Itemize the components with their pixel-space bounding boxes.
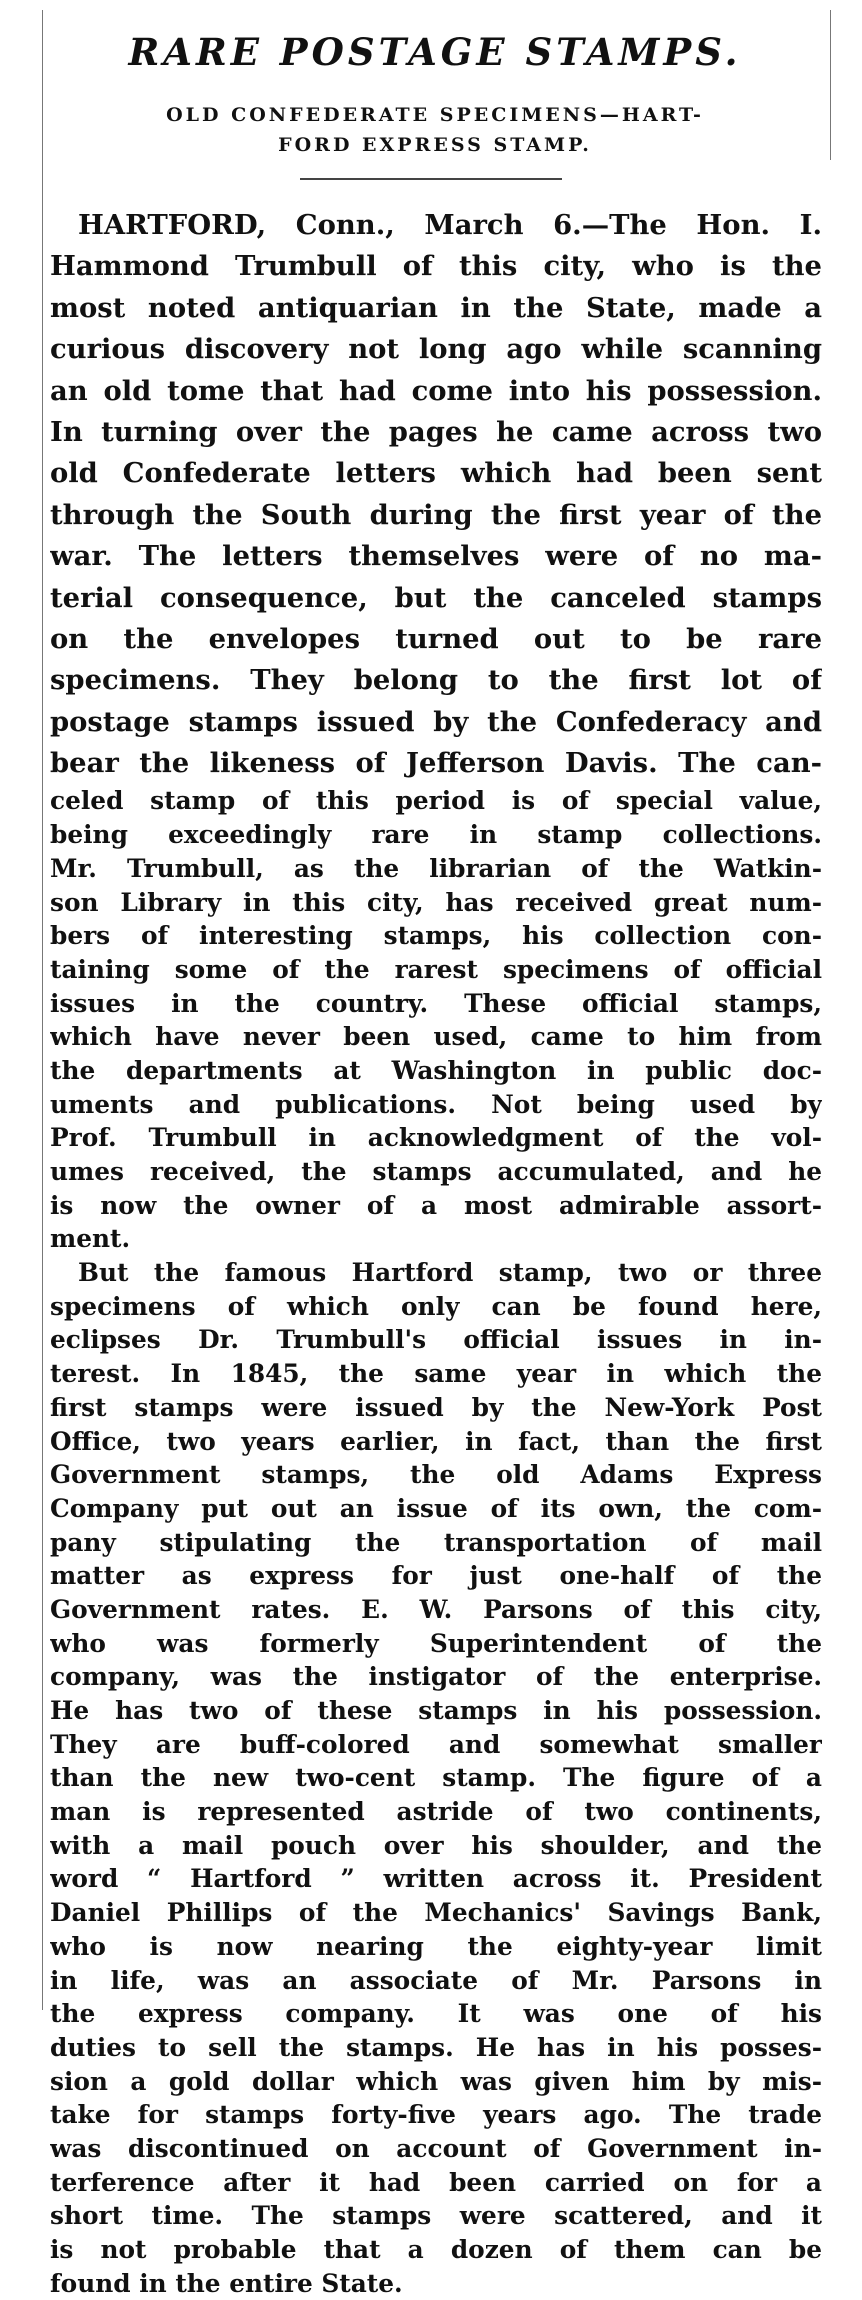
text-line: old Confederate letters which had been sent	[50, 457, 822, 490]
column-rule-right	[830, 10, 831, 160]
column-rule-left	[42, 10, 43, 2010]
text-line: terference after it had been carried on for a	[50, 2167, 822, 2197]
paragraph-2	[50, 1256, 822, 2300]
text-line: short time. The stamps were scattered, and it	[50, 2201, 822, 2231]
text-line: taining some of the rarest specimens of official	[50, 954, 822, 984]
text-line: ment.	[50, 1224, 131, 1254]
subheadline	[50, 100, 820, 160]
text-line: with a mail pouch over his shoulder, and the	[50, 1830, 822, 1860]
text-line: uments and publications. Not being used by	[50, 1089, 822, 1119]
text-line: In turning over the pages he came across two	[50, 415, 822, 448]
text-line: bear the likeness of Jefferson Davis. The can-	[50, 747, 822, 780]
text-line: is now the owner of a most admirable assort-	[50, 1190, 822, 1220]
text-line: the departments at Washington in public doc-	[50, 1055, 822, 1085]
text-line: umes received, the stamps accumulated, and he	[50, 1157, 822, 1187]
text-line: But the famous Hartford stamp, two or three	[78, 1258, 822, 1288]
text-line: which have never been used, came to him from	[50, 1022, 822, 1052]
text-line: who is now nearing the eighty-year limit	[50, 1931, 822, 1961]
headline-divider	[300, 178, 562, 180]
text-line: man is represented astride of two continents,	[50, 1797, 822, 1827]
text-line: Hammond Trumbull of this city, who is the	[50, 250, 822, 283]
text-line: bers of interesting stamps, his collection con-	[50, 921, 822, 951]
text-line: being exceedingly rare in stamp collections.	[50, 820, 822, 850]
text-line: than the new two-cent stamp. The figure of a	[50, 1763, 822, 1793]
text-line: was discontinued on account of Government in-	[50, 2133, 822, 2163]
text-line: found in the entire State.	[50, 2268, 403, 2298]
text-line: postage stamps issued by the Confederacy and	[50, 705, 822, 738]
text-line: Daniel Phillips of the Mechanics' Savings Bank,	[50, 1898, 822, 1928]
text-line: eclipses Dr. Trumbull's official issues in in-	[50, 1325, 822, 1355]
text-line: He has two of these stamps in his possession.	[50, 1696, 822, 1726]
text-line: HARTFORD, Conn., March 6.—The Hon. I.	[78, 209, 822, 241]
text-line: war. The letters themselves were of no ma-	[50, 540, 822, 573]
headline: RARE POSTAGE STAMPS.	[128, 30, 742, 74]
text-line: matter as express for just one-half of the	[50, 1561, 822, 1591]
text-line: Government rates. E. W. Parsons of this city,	[50, 1594, 822, 1624]
text-line: sion a gold dollar which was given him by mis-	[50, 2066, 822, 2096]
text-line: most noted antiquarian in the State, made a	[50, 291, 822, 324]
text-line: They are buff-colored and somewhat smaller	[50, 1729, 822, 1759]
paragraph-1	[50, 205, 822, 784]
text-line: specimens of which only can be found here,	[50, 1291, 822, 1321]
text-line: Company put out an issue of its own, the com-	[50, 1493, 822, 1523]
text-line: curious discovery not long ago while scanning	[50, 333, 822, 366]
text-line: who was formerly Superintendent of the	[50, 1628, 822, 1658]
subheadline-line: OLD CONFEDERATE SPECIMENS—HART-	[166, 104, 704, 126]
text-line: company, was the instigator of the enterprise.	[50, 1662, 822, 1692]
text-line: Office, two years earlier, in fact, than the first	[50, 1426, 822, 1456]
paragraph-1-continued	[50, 784, 822, 1256]
text-line: terial consequence, but the canceled stamps	[50, 581, 822, 614]
text-line: Government stamps, the old Adams Express	[50, 1460, 822, 1490]
text-line: pany stipulating the transportation of mail	[50, 1527, 822, 1557]
text-line: terest. In 1845, the same year in which the	[50, 1359, 822, 1389]
text-line: through the South during the first year of the	[50, 498, 822, 531]
subheadline-line: FORD EXPRESS STAMP.	[278, 134, 592, 156]
text-line: Mr. Trumbull, as the librarian of the Watkin-	[50, 853, 822, 883]
text-line: on the envelopes turned out to be rare	[50, 622, 822, 655]
article-body	[50, 205, 822, 2300]
text-line: the express company. It was one of his	[50, 1999, 822, 2029]
text-line: son Library in this city, has received great num-	[50, 887, 822, 917]
text-line: in life, was an associate of Mr. Parsons in	[50, 1965, 822, 1995]
text-line: first stamps were issued by the New-York Post	[50, 1392, 822, 1422]
text-line: an old tome that had come into his possession.	[50, 374, 822, 407]
text-line: is not probable that a dozen of them can be	[50, 2235, 822, 2265]
text-line: issues in the country. These official stamps,	[50, 988, 822, 1018]
text-line: take for stamps forty-five years ago. The trade	[50, 2100, 822, 2130]
text-line: specimens. They belong to the first lot of	[50, 664, 822, 697]
text-line: duties to sell the stamps. He has in his posses-	[50, 2032, 822, 2062]
text-line: Prof. Trumbull in acknowledgment of the vol-	[50, 1123, 822, 1153]
text-line: word “ Hartford ” written across it. President	[50, 1864, 822, 1894]
text-line: celed stamp of this period is of special value,	[50, 786, 822, 816]
